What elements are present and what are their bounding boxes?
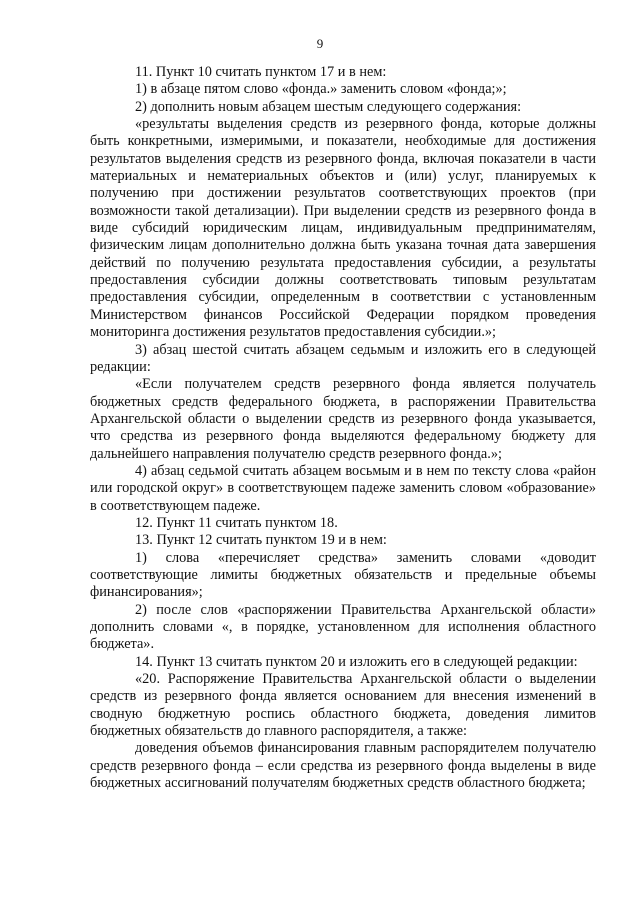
paragraph-subitem-3: 3) абзац шестой считать абзацем седьмым и изложить его в следующей редакции: <box>90 341 596 375</box>
paragraph-quote-item-20: «20. Распоряжение Правительства Архангельской области о выделении средств из резервного фонда является основанием для внесения изменений в сводную бюджетную роспись областного бюджета, доведения лимитов бюджетных обязательств до главного распорядителя, а также: <box>90 671 596 740</box>
paragraph-item-14: 14. Пункт 13 считать пунктом 20 и изложить его в следующей редакции: <box>135 653 578 670</box>
paragraph-quote-recipient: «Если получателем средств резервного фонда является получатель бюджетных средств федерального бюджета, в распоряжении Правительства Архангельской области о выделении средств из резервного фонда указывается, что средства из резервного фонда выделяются федеральному бюджету для дальнейшего направления получателю средств резервного фонда.»; <box>90 376 596 462</box>
paragraph-item-13-sub-2: 2) после слов «распоряжении Правительства Архангельской области» дополнить словами «, в порядке, установленном для исполнения областного бюджета». <box>90 601 596 653</box>
page-number: 9 <box>316 36 324 51</box>
paragraph-subitem-4: 4) абзац седьмой считать абзацем восьмым и в нем по тексту слова «район или городской округ» в соответствующем падеже заменить словом «образование» в соответствующем падеже. <box>90 462 596 514</box>
document-body <box>90 64 596 792</box>
paragraph-item-13: 13. Пункт 12 считать пунктом 19 и в нем: <box>135 532 387 549</box>
paragraph-funding-delivery: доведения объемов финансирования главным распорядителем получателю средств резервного фонда – если средства из резервного фонда выделены в виде бюджетных ассигнований получателям бюджетных средств областного бюджета; <box>90 740 596 792</box>
paragraph-subitem-1: 1) в абзаце пятом слово «фонда.» заменить словом «фонда;»; <box>135 81 507 98</box>
paragraph-subitem-2: 2) дополнить новым абзацем шестым следующего содержания: <box>135 98 522 115</box>
paragraph-item-13-sub-1: 1) слова «перечисляет средства» заменить словами «доводит соответствующие лимиты бюджетных обязательств и предельные объемы финансирования»; <box>90 549 596 601</box>
paragraph-quote-results: «результаты выделения средств из резервного фонда, которые должны быть конкретными, измеримыми, и показатели, необходимые для достижения результатов выделения средств из резервного фонда, включая показатели в части материальных и нематериальных объектов и (или) услуг, планируемых к получению при достижении результатов соответствующих проектов (при возможности такой детализации). При выделении средств из резервного фонда в виде субсидий юридическим лицам, индивидуальным предпринимателям, физическим лицам дополнительно должна быть указана точная дата завершения действий по получению результата предоставления субсидии, а результаты предоставления субсидии должны соответствовать типовым результатам предоставления субсидии, определенным в соответствии с установленным Министерством финансов Российской Федерации порядком проведения мониторинга достижения результатов предоставления субсидии.»; <box>90 116 596 341</box>
paragraph-item-11: 11. Пункт 10 считать пунктом 17 и в нем: <box>135 64 387 80</box>
paragraph-item-12: 12. Пункт 11 считать пунктом 18. <box>135 514 338 531</box>
